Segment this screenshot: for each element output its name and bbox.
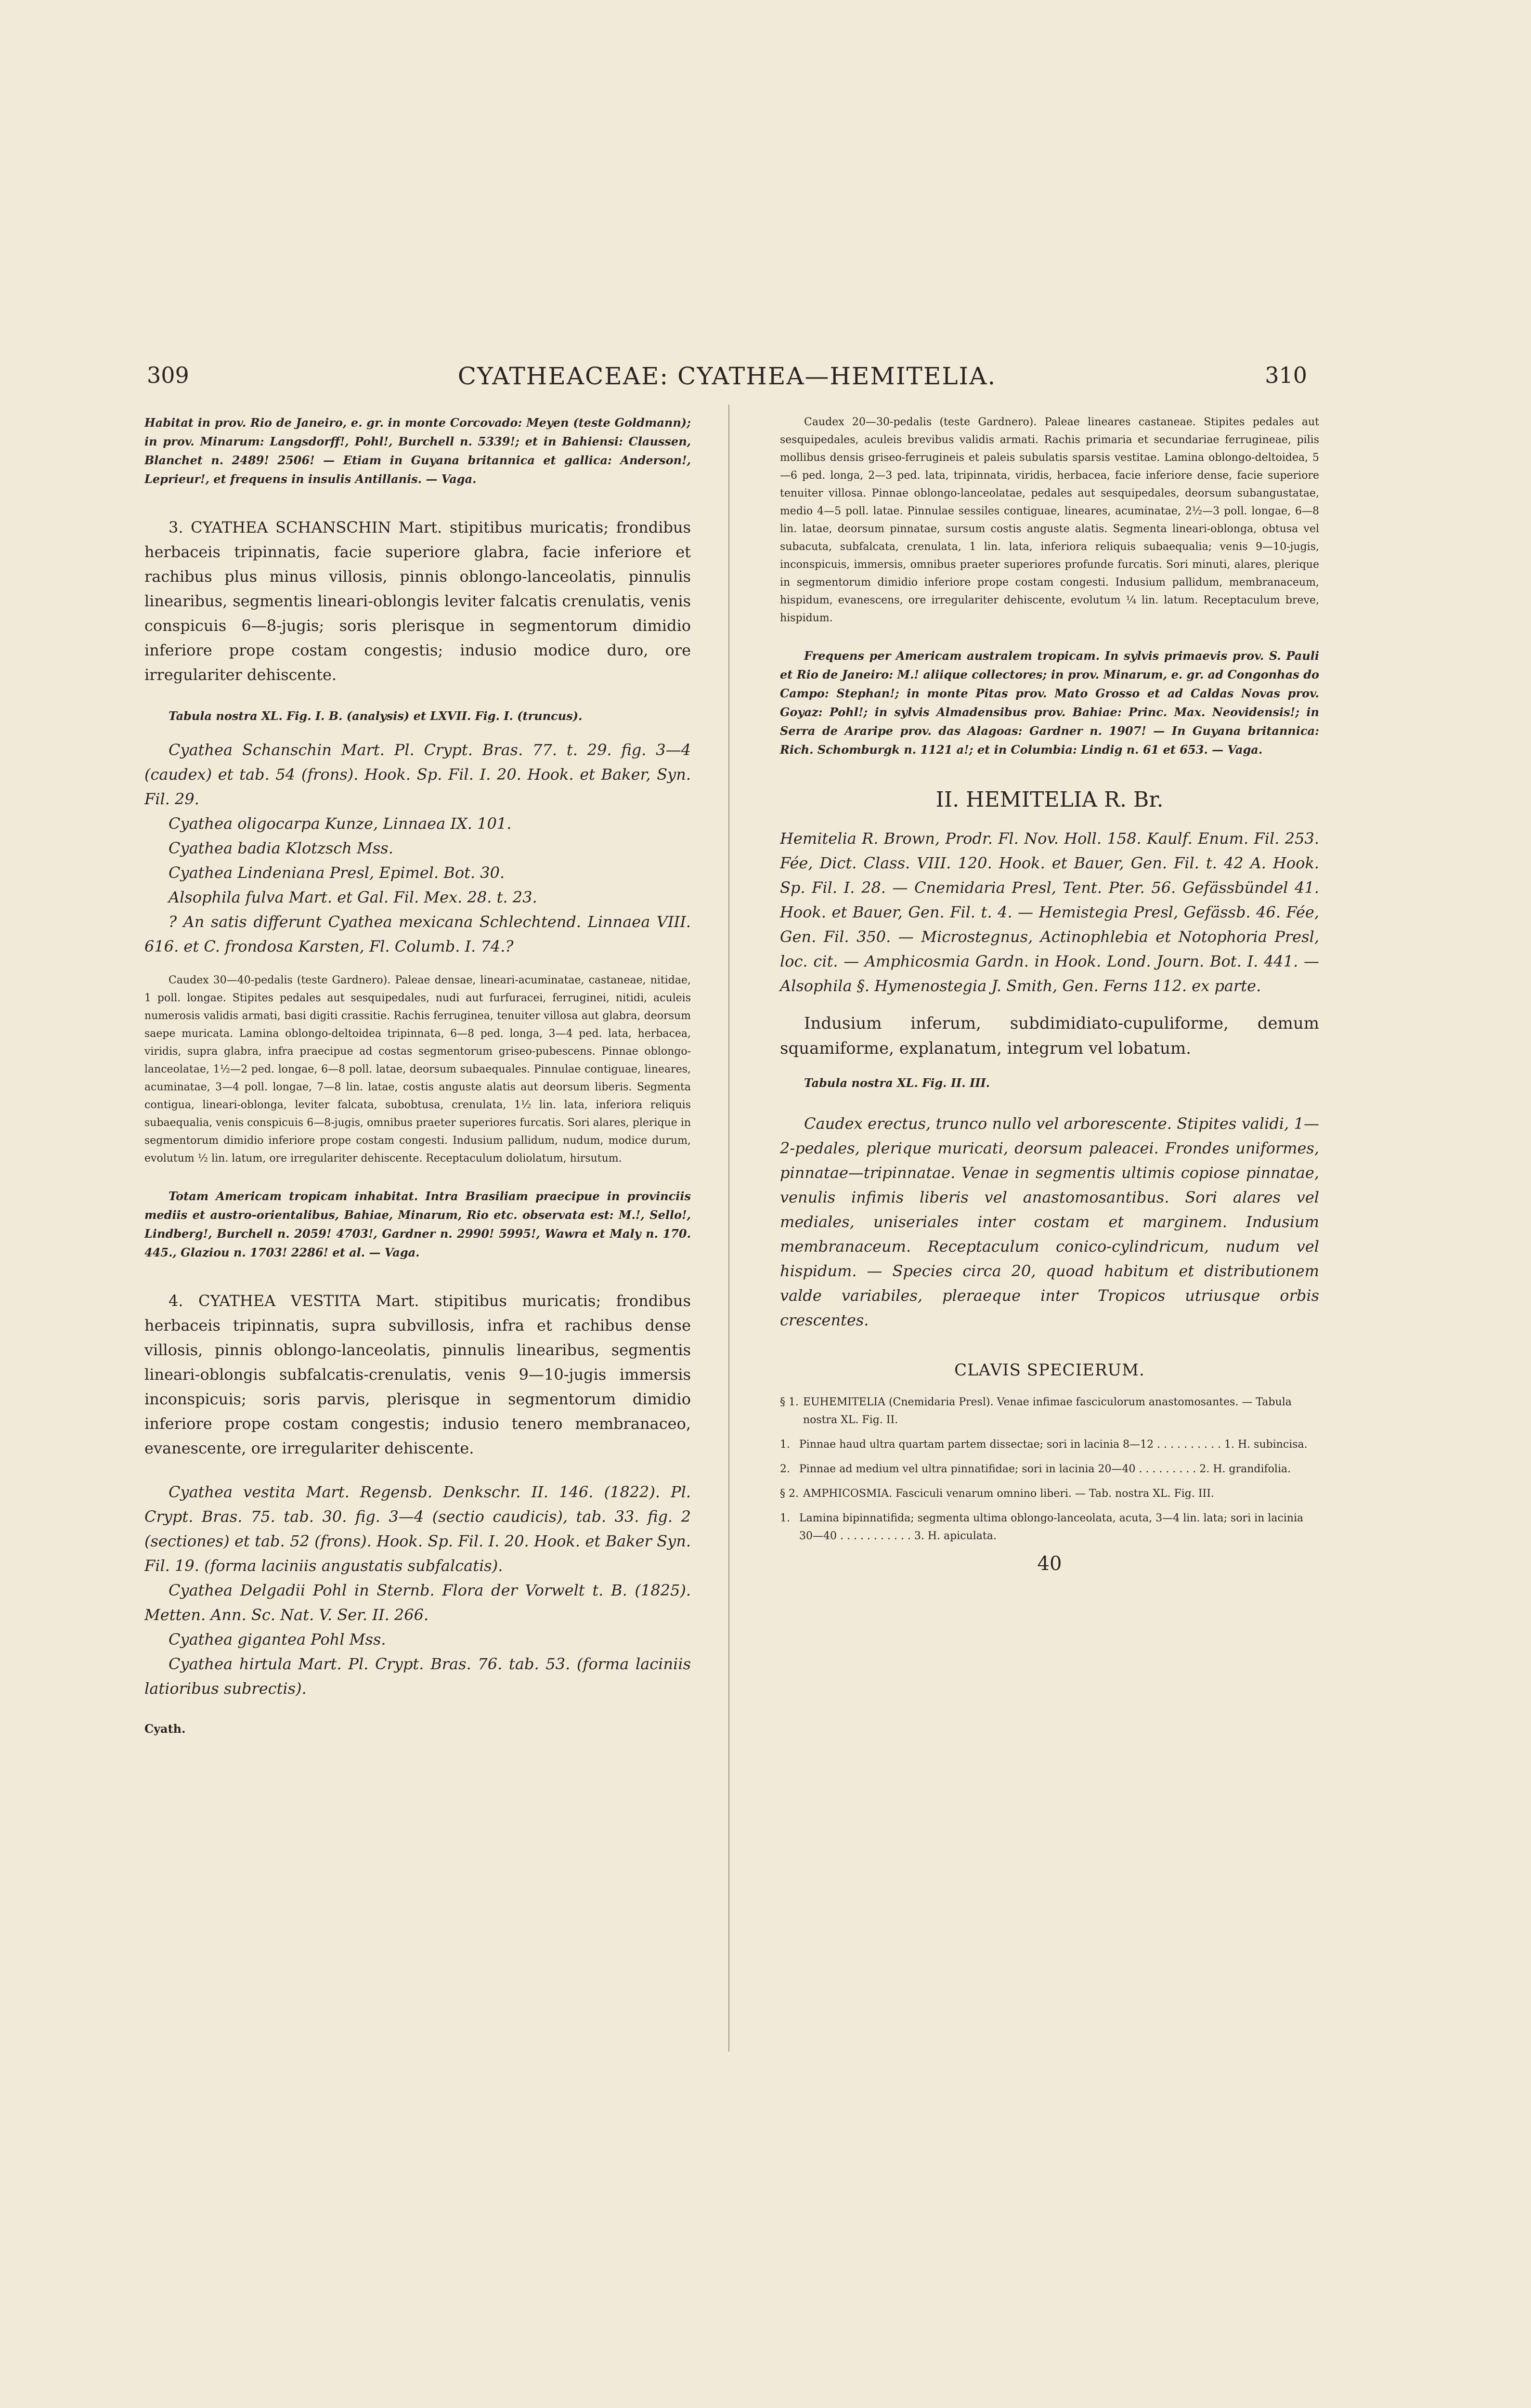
synonym-line: Cyathea Lindeniana Presl, Epimel. Bot. 30. xyxy=(169,864,505,882)
species-4-body: Caudex 20—30-pedalis (teste Gardnero). Paleae lineares castaneae. Stipites pedales aut sesquipedales, aculeis brevibus validis armati. Rachis primaria et secundariae ferrugineae, pilis mollibus densis griseo-ferrugineis et paleis subulatis sparsis vestitae. Lamina oblongo-deltoidea, 5—6 ped. longa, 2—3 ped. lata, tripinnata, viridis, herbacea, facie inferiore dense, facie superiore tenuiter villosa. Pinnae oblongo-lanceolatae, pedales aut sesquipedales, deorsum subangustatae, medio 4—5 poll. latae. Pinnulae sessiles contiguae, lineares, acuminatae, 2½—3 poll. longae, 6—8 lin. latae, deorsum pinnatae, sursum costis anguste alatis. Segmenta lineari-oblonga, obtusa vel subacuta, subfalcata, crenulata, 1 lin. lata, inferiora reliquis subaequalia; venis 9—10-jugis, inconspicuis, immersis, omnibus praeter superiores profunde furcatis. Sori minuti, alares, plerique in segmentorum dimidio inferiore prope costam congesti. Indusium pallidum, membranaceum, hispidum, evanescens, ore irregulariter dehiscente, evolutum ¼ lin. latum. Receptaculum breve, hispidum. xyxy=(780,416,1319,624)
section-mark: § 2. xyxy=(780,1488,799,1500)
key-text: Lamina bipinnatifida; segmenta ultima oblongo-lanceolata, acuta, 3—4 lin. lata; sori in lacinia 30—40 . . . . . . . . . . . 3. H. apiculata. xyxy=(799,1512,1304,1542)
synonym-line: Cyathea hirtula Mart. Pl. Crypt. Bras. 76. tab. 53. (forma laciniis latioribus subrectis). xyxy=(144,1655,691,1698)
right-column xyxy=(780,413,1319,1576)
species-3-description: 3. CYATHEA SCHANSCHIN Mart. stipitibus muricatis; frondibus herbaceis tripinnatis, facie superiore glabra, facie inferiore et rachibus plus minus villosis, pinnis oblongo-lanceolatis, pinnulis linearibus, segmentis lineari-oblongis leviter falcatis crenulatis, venis conspicuis 6—8-jugis; soris plerisque in segmentorum dimidio inferiore prope costam congestis; indusio modice duro, ore irregulariter dehiscente. xyxy=(144,518,691,684)
genus-heading: II. HEMITELIA R. Br. xyxy=(935,787,1164,812)
section-mark: § 1. xyxy=(780,1396,799,1408)
key-entry xyxy=(780,1436,1319,1453)
habitat-paragraph: Habitat in prov. Rio de Janeiro, e. gr. in monte Corcovado: Meyen (teste Goldmann); in prov. Minarum: Langsdorff!, Pohl!, Burchell n. 5339!; et in Bahiensi: Claussen, Blanchet n. 2489! 2506! — Etiam in Guyana britannica et gallica: Anderson!, Leprieur!, et frequens in insulis Antillanis. — Vaga. xyxy=(144,416,691,486)
column-divider xyxy=(728,405,729,2052)
signature-mark: Cyath. xyxy=(144,1722,186,1736)
key-section-1 xyxy=(780,1393,1319,1429)
synonym-line: ? An satis differunt Cyathea mexicana Schlechtend. Linnaea VIII. 616. et C. frondosa Karsten, Fl. Columb. I. 74.? xyxy=(144,913,691,955)
left-column xyxy=(144,413,691,1738)
species-3-habitat: Totam Americam tropicam inhabitat. Intra Brasiliam praecipue in provinciis mediis et austro-orientalibus, Bahiae, Minarum, Rio etc. observata est: M.!, Sello!, Lindberg!, Burchell n. 2059! 4703!, Gardner n. 2990! 5995!, Wawra et Maly n. 170. 445., Glaziou n. 1703! 2286! et al. — Vaga. xyxy=(144,1189,691,1259)
key-number: 2. xyxy=(780,1463,790,1475)
genus-synonymy: Hemitelia R. Brown, Prodr. Fl. Nov. Holl. 158. Kaulf. Enum. Fil. 253. Fée, Dict. Class. VIII. 120. Hook. et Bauer, Gen. Fil. t. 42 A. Hook. Sp. Fil. I. 28. — Cnemidaria Presl, Tent. Pter. 56. Gefässbündel 41. Hook. et Bauer, Gen. Fil. t. 4. — Hemistegia Presl, Gefässb. 46. Fée, Gen. Fil. 350. — Microstegnus, Actinophlebia et Notophoria Presl, loc. cit. — Amphicosmia Gardn. in Hook. Lond. Journ. Bot. I. 441. — Alsophila §. Hymenostegia J. Smith, Gen. Ferns 112. ex parte. xyxy=(780,829,1319,995)
species-4-habitat: Frequens per Americam australem tropicam. In sylvis primaevis prov. S. Pauli et Rio de Janeiro: M.! aliique collectores; in prov. Minarum, e. gr. ad Congonhas do Campo: Stephan!; in monte Pitas prov. Mato Grosso et ad Caldas Novas prov. Goyaz: Pohl!; in sylvis Almadensibus prov. Bahiae: Princ. Max. Neovidensis!; in Serra de Araripe prov. das Alagoas: Gardner n. 1907! — In Guyana britannica: Rich. Schomburgk n. 1121 a!; et in Columbia: Lindig n. 61 et 653. — Vaga. xyxy=(780,649,1319,757)
synonym-line: Cyathea badia Klotzsch Mss. xyxy=(169,839,393,857)
key-number: 1. xyxy=(780,1512,790,1524)
genus-description: Caudex erectus, trunco nullo vel arborescente. Stipites validi, 1—2-pedales, plerique muricati, deorsum paleacei. Frondes uniformes, pinnatae—tripinnatae. Venae in segmentis ultimis copiose pinnatae, venulis infimis liberis vel anastomosantibus. Sori alares vel mediales, uniseriales inter costam et marginem. Indusium membranaceum. Receptaculum conico-cylindricum, nudum vel hispidum. — Species circa 20, quoad habitum et distributionem valde variabiles, pleraeque inter Tropicos utriusque orbis crescentes. xyxy=(780,1114,1319,1329)
species-4-synonyms xyxy=(144,1480,691,1701)
running-header xyxy=(147,362,1307,396)
genus-character: Indusium inferum, subdimidiato-cupuliforme, demum squamiforme, explanatum, integrum vel lobatum. xyxy=(780,1014,1319,1058)
section-text: EUHEMITELIA (Cnemidaria Presl). Venae infimae fasciculorum anastomosantes. — Tabula nostra XL. Fig. II. xyxy=(803,1396,1292,1426)
page-number-right: 310 xyxy=(1265,362,1307,388)
genus-plate-ref: Tabula nostra XL. Fig. II. III. xyxy=(804,1076,990,1090)
key-entry xyxy=(780,1460,1319,1478)
running-title: CYATHEACEAE: CYATHEA—HEMITELIA. xyxy=(457,362,997,390)
synonym-line: Cyathea oligocarpa Kunze, Linnaea IX. 101. xyxy=(169,814,512,833)
synonym-line: Cyathea Delgadii Pohl in Sternb. Flora der Vorwelt t. B. (1825). Metten. Ann. Sc. Nat. V. Ser. II. 266. xyxy=(144,1581,691,1624)
species-4-description: 4. CYATHEA VESTITA Mart. stipitibus muricatis; frondibus herbaceis tripinnatis, supra subvillosis, infra et rachibus dense villosis, pinnis oblongo-lanceolatis, pinnulis linearibus, segmentis lineari-oblongis subfalcatis-crenulatis, venis 9—10-jugis immersis inconspicuis; soris parvis, plerisque in segmentorum dimidio inferiore prope costam congestis; indusio tenero membranaceo, evanescente, ore irregulariter dehiscente. xyxy=(144,1292,691,1457)
signature-number: 40 xyxy=(1037,1553,1062,1575)
synonym-line: Cyathea vestita Mart. Regensb. Denkschr. II. 146. (1822). Pl. Crypt. Bras. 75. tab. 30. fig. 3—4 (sectio caudicis), tab. 33. fig. 2 (sectiones) et tab. 52 (frons). Hook. Sp. Fil. I. 20. Hook. et Baker Syn. Fil. 19. (forma laciniis angustatis subfalcatis). xyxy=(144,1483,691,1575)
clavis-heading: CLAVIS SPECIERUM. xyxy=(954,1361,1145,1380)
key-number: 1. xyxy=(780,1439,790,1451)
synonym-line: Cyathea gigantea Pohl Mss. xyxy=(169,1630,386,1649)
species-3-body: Caudex 30—40-pedalis (teste Gardnero). Paleae densae, lineari-acuminatae, castaneae, nitidae, 1 poll. longae. Stipites pedales aut sesquipedales, nudi aut furfuracei, ferruginei, nitidi, aculeis numerosis validis armati, basi digiti crassitie. Rachis ferruginea, tenuiter villosa aut glabra, deorsum saepe muricata. Lamina oblongo-deltoidea tripinnata, 6—8 ped. longa, 3—4 ped. lata, herbacea, viridis, supra glabra, infra praecipue ad costas segmentorum griseo-pubescens. Pinnae oblongo-lanceolatae, 1½—2 ped. longae, 6—8 poll. latae, deorsum subaequales. Pinnulae contiguae, lineares, acuminatae, 3—4 poll. longae, 7—8 lin. latae, costis anguste alatis aut deorsum liberis. Segmenta contigua, lineari-oblonga, leviter falcata, subobtusa, crenulata, 1½ lin. lata, inferiora reliquis subaequalia, venis conspicuis 6—8-jugis, omnibus praeter superiores furcatis. Sori alares, plerique in segmentorum dimidio inferiore prope costam congesti. Indusium pallidum, nudum, modice durum, evolutum ½ lin. latum, ore irregulariter dehiscente. Receptaculum doliolatum, hirsutum. xyxy=(144,974,691,1165)
page-number-left: 309 xyxy=(147,362,189,388)
species-3-synonyms xyxy=(144,738,691,959)
species-3-plate-ref: Tabula nostra XL. Fig. I. B. (analysis) et LXVII. Fig. I. (truncus). xyxy=(169,709,583,723)
key-entry xyxy=(780,1509,1319,1545)
section-text: AMPHICOSMIA. Fasciculi venarum omnino liberi. — Tab. nostra XL. Fig. III. xyxy=(803,1488,1214,1500)
key-text: Pinnae ad medium vel ultra pinnatifidae; sori in lacinia 20—40 . . . . . . . . . 2. H. grandifolia. xyxy=(799,1463,1291,1475)
key-section-2 xyxy=(780,1485,1319,1503)
synonym-line: Alsophila fulva Mart. et Gal. Fil. Mex. 28. t. 23. xyxy=(169,888,537,906)
key-text: Pinnae haud ultra quartam partem dissectae; sori in lacinia 8—12 . . . . . . . . . . 1. H. subincisa. xyxy=(799,1439,1308,1451)
synonym-line: Cyathea Schanschin Mart. Pl. Crypt. Bras. 77. t. 29. fig. 3—4 (caudex) et tab. 54 (frons). Hook. Sp. Fil. I. 20. Hook. et Baker, Syn. Fil. 29. xyxy=(144,741,691,808)
